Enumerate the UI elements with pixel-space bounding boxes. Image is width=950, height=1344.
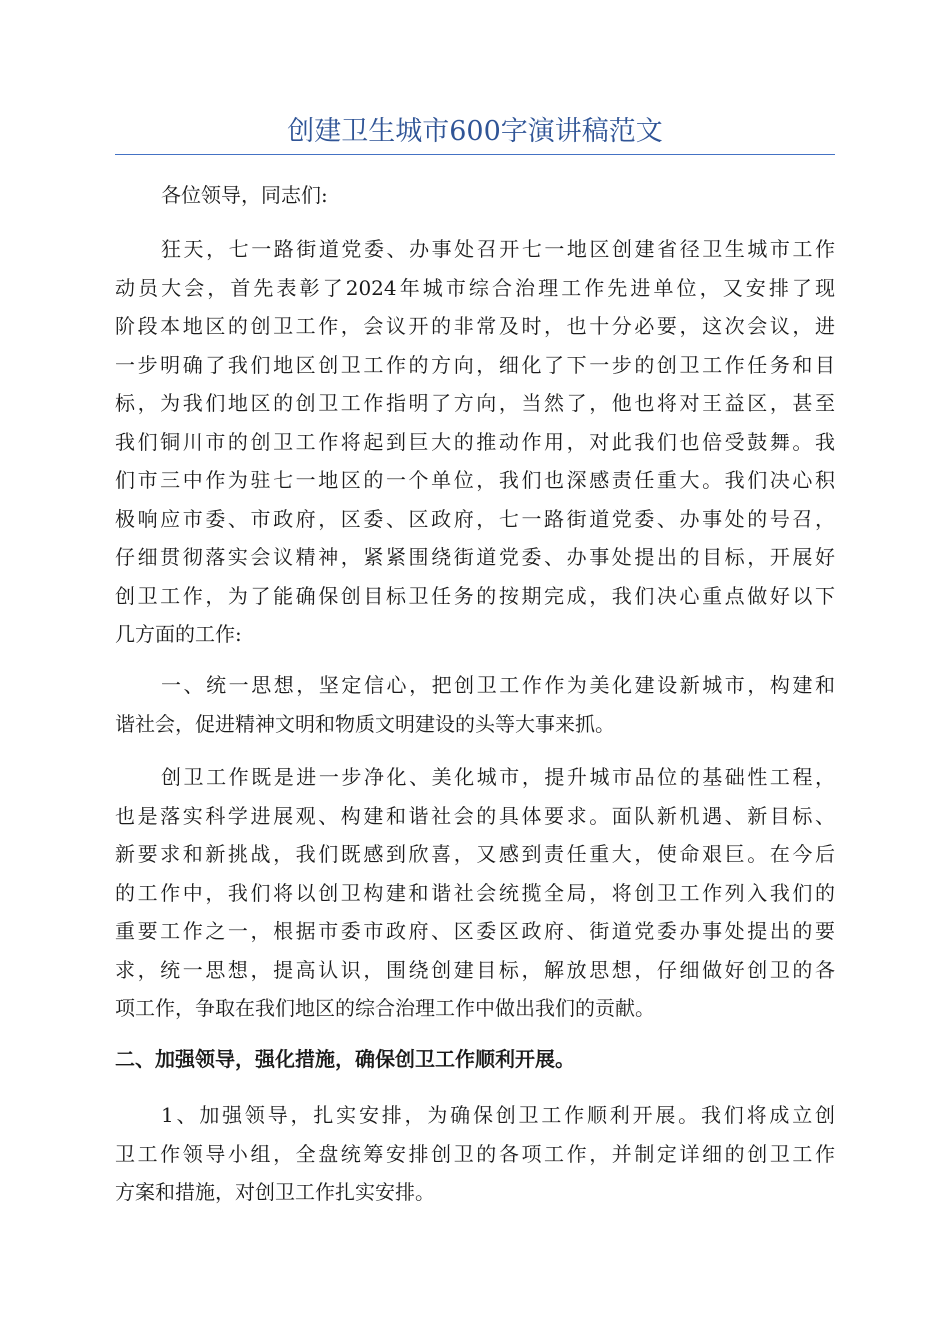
- paragraph-1-line: 阶段本地区的创卫工作，会议开的非常及时，也十分必要，这次会议，进: [115, 314, 835, 338]
- paragraph-1: [115, 230, 835, 654]
- paragraph-4-line: 1、加强领导，扎实安排，为确保创卫工作顺利开展。我们将成立创: [161, 1103, 835, 1127]
- paragraph-1-line: 狂天，七一路街道党委、办事处召开七一地区创建省径卫生城市工作: [161, 237, 835, 261]
- paragraph-3-line: 求，统一思想，提高认识，围绕创建目标，解放思想，仔细做好创卫的各: [115, 957, 835, 982]
- paragraph-1-line: 一步明确了我们地区创卫工作的方向，细化了下一步的创卫工作任务和目: [115, 352, 835, 377]
- paragraph-3-line: 重要工作之一，根据市委市政府、区委区政府、街道党委办事处提出的要: [115, 919, 835, 943]
- paragraph-1-line: 标，为我们地区的创卫工作指明了方向，当然了，他也将对王益区，甚至: [115, 391, 835, 415]
- paragraph-3-line: 也是落实科学进展观、构建和谐社会的具体要求。面队新机遇、新目标、: [115, 803, 835, 828]
- salutation: [115, 176, 881, 215]
- paragraph-1-line: 仔细贯彻落实会议精神，紧紧围绕街道党委、办事处提出的目标，开展好: [115, 545, 835, 569]
- salutation-line: 各位领导，同志们:: [161, 183, 328, 207]
- paragraph-4-line: 卫工作领导小组，全盘统筹安排创卫的各项工作，并制定详细的创卫工作: [115, 1141, 835, 1166]
- paragraph-4-line: 方案和措施，对创卫工作扎实安排。: [115, 1180, 435, 1204]
- paragraph-1-line: 极响应市委、市政府，区委、区政府，七一路街道党委、办事处的号召，: [115, 506, 835, 531]
- paragraph-4: [115, 1096, 835, 1212]
- paragraph-1-line: 创卫工作，为了能确保创目标卫任务的按期完成，我们决心重点做好以下: [115, 583, 835, 608]
- paragraph-1-line: 们市三中作为驻七一地区的一个单位，我们也深感责任重大。我们决心积: [115, 468, 835, 492]
- paragraph-2: [115, 666, 835, 743]
- paragraph-2-line: 谐社会，促进精神文明和物质文明建设的头等大事来抓。: [115, 711, 615, 736]
- title-underline: [115, 154, 835, 155]
- section-heading-2-text: 二、加强领导，强化措施，确保创卫工作顺利开展。: [115, 1047, 575, 1071]
- paragraph-1-line: 动员大会，首先表彰了2024年城市综合治理工作先进单位，又安排了现: [115, 275, 835, 300]
- section-heading-2: [115, 1040, 835, 1079]
- paragraph-3: [115, 758, 835, 1028]
- paragraph-1-line: 几方面的工作:: [115, 622, 242, 646]
- paragraph-2-line: 一、统一思想，坚定信心，把创卫工作作为美化建设新城市，构建和: [161, 673, 835, 697]
- document-title: 创建卫生城市600字演讲稿范文: [287, 116, 663, 147]
- paragraph-3-line: 新要求和新挑战，我们既感到欣喜，又感到责任重大，使命艰巨。在今后: [115, 842, 835, 866]
- paragraph-1-line: 我们铜川市的创卫工作将起到巨大的推动作用，对此我们也倍受鼓舞。我: [115, 429, 835, 454]
- paragraph-3-line: 项工作，争取在我们地区的综合治理工作中做出我们的贡献。: [115, 996, 655, 1020]
- paragraph-3-line: 创卫工作既是进一步净化、美化城市，提升城市品位的基础性工程，: [161, 765, 835, 789]
- paragraph-3-line: 的工作中，我们将以创卫构建和谐社会统揽全局，将创卫工作列入我们的: [115, 880, 835, 905]
